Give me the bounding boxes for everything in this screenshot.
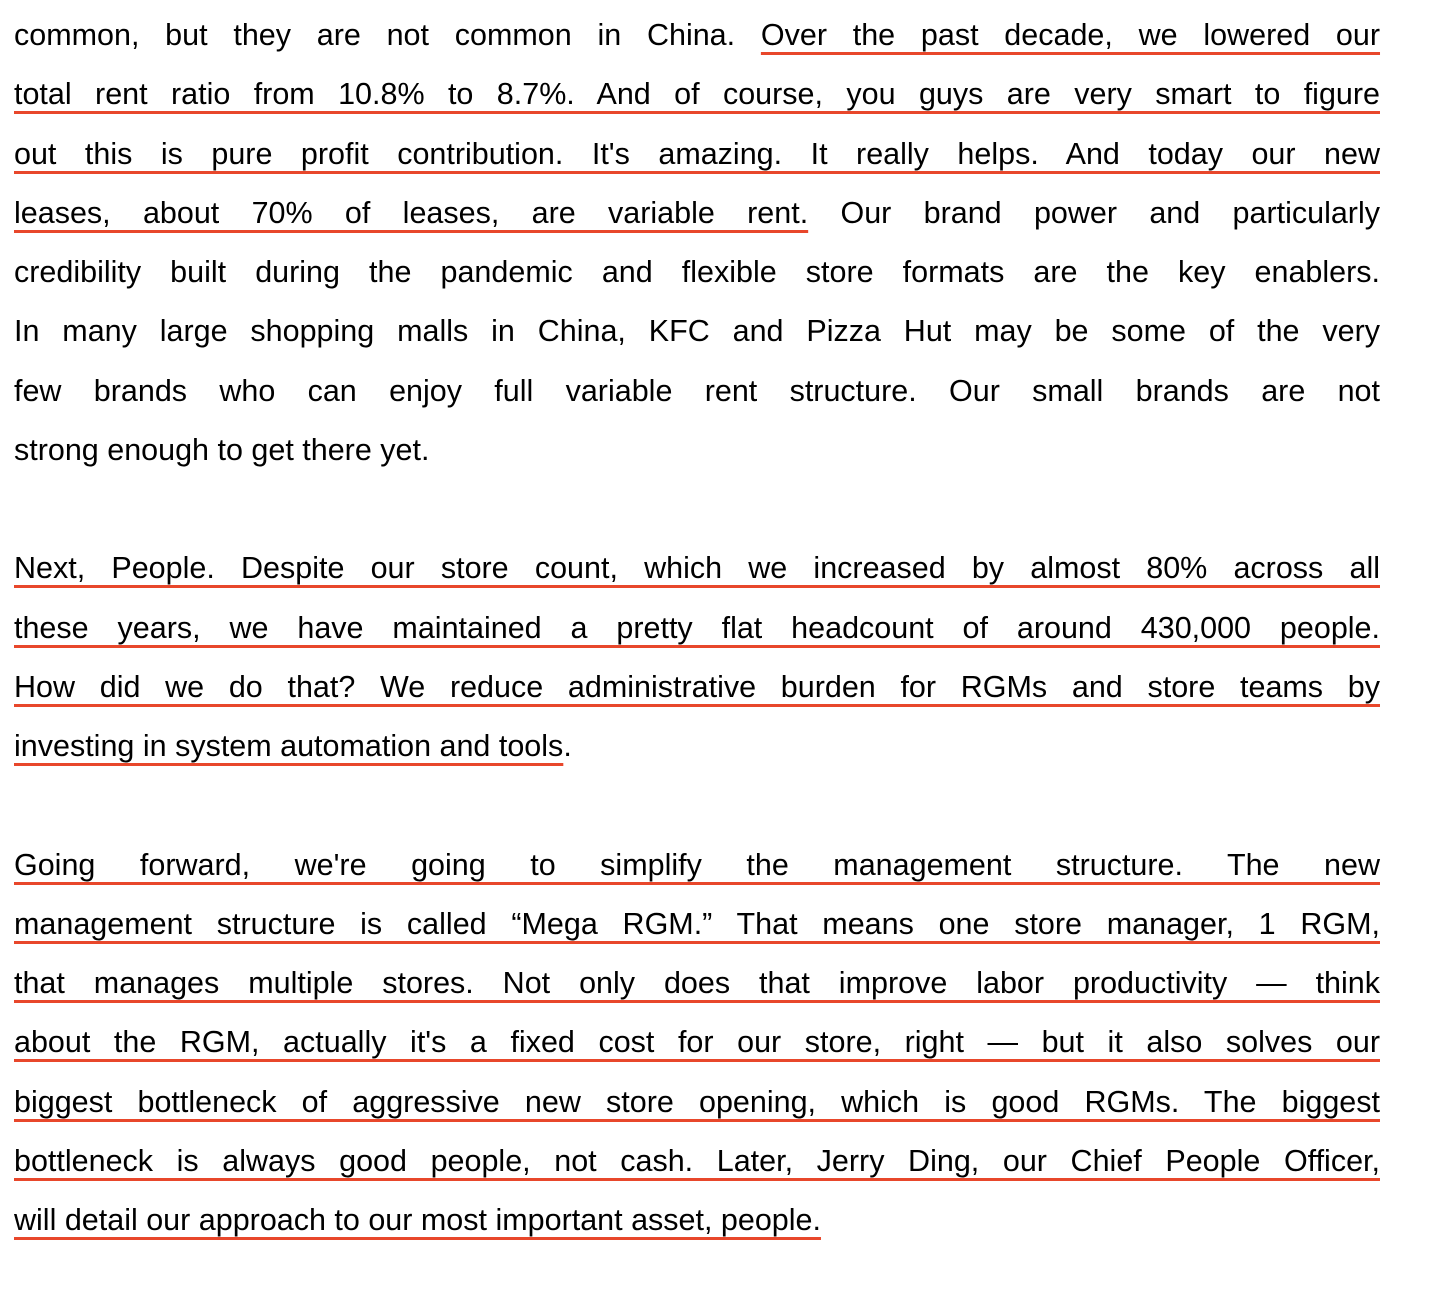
text-line bbox=[14, 1013, 1380, 1072]
text-line bbox=[14, 6, 1380, 65]
text-line bbox=[14, 421, 1380, 480]
highlighted-text: out this is pure profit contribution. It's amazing. It really helps. And today our new bbox=[14, 136, 1380, 171]
highlighted-text: that manages multiple stores. Not only does that improve labor productivity — think bbox=[14, 966, 1380, 1001]
text-line bbox=[14, 125, 1380, 184]
text-line bbox=[14, 65, 1380, 124]
text-line bbox=[14, 184, 1380, 243]
text-line bbox=[14, 658, 1380, 717]
highlighted-text: Next, People. Despite our store count, which we increased by almost 80% across all bbox=[14, 551, 1380, 586]
text-line bbox=[14, 954, 1380, 1013]
highlighted-text: total rent ratio from 10.8% to 8.7%. And of course, you guys are very smart to figure bbox=[14, 77, 1380, 112]
body-text: In many large shopping malls in China, KFC and Pizza Hut may be some of the very bbox=[14, 314, 1380, 349]
text-line bbox=[14, 539, 1380, 598]
body-text: few brands who can enjoy full variable rent structure. Our small brands are not bbox=[14, 373, 1380, 408]
text-line bbox=[14, 836, 1380, 895]
text-line bbox=[14, 1073, 1380, 1132]
body-text: Our brand power and particularly bbox=[808, 195, 1380, 230]
text-line bbox=[14, 1132, 1380, 1191]
highlighted-text: about the RGM, actually it's a fixed cost for our store, right — but it also solves our bbox=[14, 1025, 1380, 1060]
highlighted-text: leases, about 70% of leases, are variable rent. bbox=[14, 195, 809, 230]
highlighted-text: these years, we have maintained a pretty flat headcount of around 430,000 people. bbox=[14, 610, 1380, 645]
body-text: . bbox=[563, 729, 572, 764]
body-text: strong enough to get there yet. bbox=[14, 433, 430, 468]
body-text: credibility built during the pandemic and flexible store formats are the key enablers. bbox=[14, 255, 1380, 290]
highlighted-text: Over the past decade, we lowered our bbox=[760, 18, 1381, 52]
highlighted-text: bottleneck is always good people, not cash. Later, Jerry Ding, our Chief People Officer, bbox=[14, 1144, 1380, 1179]
highlighted-text: will detail our approach to our most important asset, people. bbox=[14, 1203, 821, 1238]
body-text: common, but they are not common in China. bbox=[14, 18, 761, 52]
text-line bbox=[14, 362, 1380, 421]
paragraph bbox=[14, 6, 1380, 480]
highlighted-text: How did we do that? We reduce administrative burden for RGMs and store teams by bbox=[14, 669, 1380, 704]
text-line bbox=[14, 599, 1380, 658]
paragraph bbox=[14, 539, 1380, 776]
document-body bbox=[14, 6, 1380, 1251]
text-line bbox=[14, 1191, 1380, 1250]
highlighted-text: investing in system automation and tools bbox=[14, 729, 564, 764]
highlighted-text: Going forward, we're going to simplify the management structure. The new bbox=[14, 847, 1380, 882]
highlighted-text: management structure is called “Mega RGM.” That means one store manager, 1 RGM, bbox=[14, 906, 1380, 941]
text-line bbox=[14, 243, 1380, 302]
paragraph bbox=[14, 836, 1380, 1251]
text-line bbox=[14, 895, 1380, 954]
highlighted-text: biggest bottleneck of aggressive new store opening, which is good RGMs. The biggest bbox=[14, 1084, 1380, 1119]
text-line bbox=[14, 302, 1380, 361]
text-line bbox=[14, 717, 1380, 776]
